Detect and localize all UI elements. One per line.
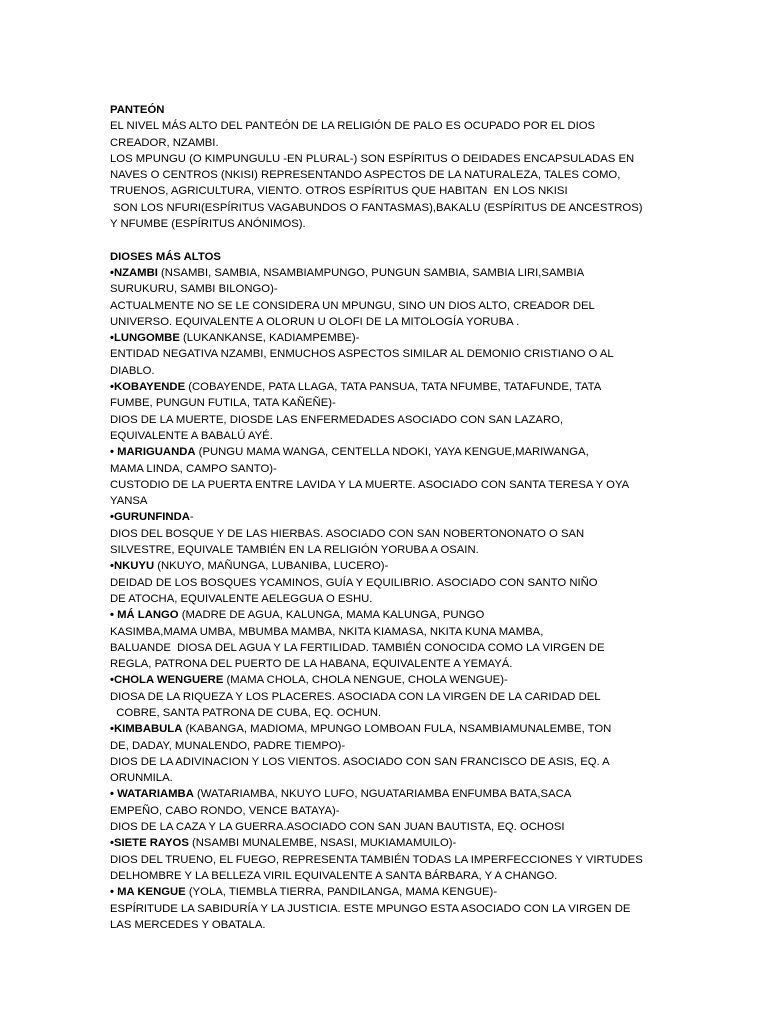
intro-line: Y NFUMBE (ESPÍRITUS ANÓNIMOS).: [110, 218, 306, 231]
entry-line: SILVESTRE, EQUIVALE TAMBIÉN EN LA RELIGIÓN YORUBA A OSAIN.: [110, 544, 479, 557]
entry-line: UNIVERSO. EQUIVALENTE A OLORUN U OLOFI DE LA MITOLOGÍA YORUBA .: [110, 315, 520, 328]
deity-aliases: (COBAYENDE, PATA LLAGA, TATA PANSUA, TATA NFUMBE, TATAFUNDE, TATA: [185, 381, 602, 394]
deity-name: • WATARIAMBA: [110, 788, 194, 801]
entry-heading-line: [110, 509, 666, 525]
entry-line: REGLA, PATRONA DEL PUERTO DE LA HABANA, EQUIVALENTE A YEMAYÁ.: [110, 658, 513, 671]
entry-line: COBRE, SANTA PATRONA DE CUBA, EQ. OCHUN.: [110, 706, 382, 719]
entry-line: DIOS DE LA CAZA Y LA GUERRA.ASOCIADO CON SAN JUAN BAUTISTA, EQ. OCHOSI: [110, 821, 565, 834]
entry-line: DIOS DE LA MUERTE, DIOSDE LAS ENFERMEDADES ASOCIADO CON SAN LAZARO,: [110, 413, 564, 426]
deity-name: •LUNGOMBE: [110, 332, 180, 345]
entry-heading-line: [110, 558, 666, 574]
deity-name: • MA KENGUE: [110, 886, 186, 899]
intro-line: NAVES O CENTROS (NKISI) REPRESENTANDO ASPECTOS DE LA NATURALEZA, TALES COMO,: [110, 169, 621, 182]
intro-line: SON LOS NFURI(ESPÍRITUS VAGABUNDOS O FANTASMAS),BAKALU (ESPÍRITUS DE ANCESTROS): [110, 201, 643, 214]
entry-line: DIOS DE LA ADIVINACION Y LOS VIENTOS. ASOCIADO CON SAN FRANCISCO DE ASIS, EQ. A: [110, 755, 610, 768]
deity-aliases: (MAMA CHOLA, CHOLA NENGUE, CHOLA WENGUE)-: [223, 674, 508, 687]
entry-heading-line: [110, 721, 666, 737]
deity-aliases: -: [189, 511, 194, 524]
deity-name: •SIETE RAYOS: [110, 837, 189, 850]
entry-line: ESPÍRITUDE LA SABIDURÍA Y LA JUSTICIA. ESTE MPUNGO ESTA ASOCIADO CON LA VIRGEN DE: [110, 902, 631, 915]
entry-heading-line: [110, 379, 666, 395]
entry-line: EQUIVALENTE A BABALÚ AYÉ.: [110, 429, 273, 442]
deity-name: • MARIGUANDA: [110, 446, 196, 459]
entry-line: DEIDAD DE LOS BOSQUES YCAMINOS, GUÍA Y EQUILIBRIO. ASOCIADO CON SANTO NIÑO: [110, 576, 598, 589]
entry-heading-line: [110, 330, 666, 346]
entry-line: CUSTODIO DE LA PUERTA ENTRE LAVIDA Y LA MUERTE. ASOCIADO CON SANTA TERESA Y OYA: [110, 478, 630, 491]
entry-heading-line: [110, 884, 666, 900]
deity-name: •NZAMBI: [110, 266, 158, 279]
intro-line: EL NIVEL MÁS ALTO DEL PANTEÓN DE LA RELIGIÓN DE PALO ES OCUPADO POR EL DIOS: [110, 120, 596, 133]
entry-heading-line: [110, 835, 666, 851]
deity-name: •NKUYU: [110, 560, 155, 573]
deity-name: • MÁ LANGO: [110, 609, 179, 622]
deity-aliases: (PUNGU MAMA WANGA, CENTELLA NDOKI, YAYA KENGUE,MARIWANGA,: [195, 446, 589, 459]
entry-heading-line: [110, 607, 666, 623]
entry-line: ENTIDAD NEGATIVA NZAMBI, ENMUCHOS ASPECTOS SIMILAR AL DEMONIO CRISTIANO O AL: [110, 348, 614, 361]
entry-heading-line: [110, 786, 666, 802]
entry-line: MAMA LINDA, CAMPO SANTO)-: [110, 462, 277, 475]
entry-line: DIABLO.: [110, 364, 155, 377]
deity-aliases: (KABANGA, MADIOMA, MPUNGO LOMBOAN FULA, NSAMBIAMUNALEMBE, TON: [182, 723, 612, 736]
page-title: PANTEÓN: [110, 104, 165, 116]
entry-line: YANSA: [110, 495, 148, 508]
intro-line: TRUENOS, AGRICULTURA, VIENTO. OTROS ESPÍRITUS QUE HABITAN EN LOS NKISI: [110, 185, 568, 198]
intro-line: LOS MPUNGU (O KIMPUNGULU -EN PLURAL-) SON ESPÍRITUS O DEIDADES ENCAPSULADAS EN: [110, 152, 635, 165]
entry-line: SURUKURU, SAMBI BILONGO)-: [110, 283, 278, 296]
paragraph-gap: [110, 232, 666, 248]
entry-line: KASIMBA,MAMA UMBA, MBUMBA MAMBA, NKITA KIAMASA, NKITA KUNA MAMBA,: [110, 625, 544, 638]
deity-aliases: (MADRE DE AGUA, KALUNGA, MAMA KALUNGA, PUNGO: [178, 609, 485, 622]
entry-line: ORUNMILA.: [110, 772, 173, 785]
deity-name: •CHOLA WENGUERE: [110, 674, 224, 687]
entry-line: DE, DADAY, MUNALENDO, PADRE TIEMPO)-: [110, 739, 346, 752]
deity-name: •KIMBABULA: [110, 723, 183, 736]
document-page: [110, 102, 666, 933]
entry-line: DELHOMBRE Y LA BELLEZA VIRIL EQUIVALENTE A SANTA BÁRBARA, Y A CHANGO.: [110, 869, 558, 882]
entry-line: BALUANDE DIOSA DEL AGUA Y LA FERTILIDAD. TAMBIÉN CONOCIDA COMO LA VIRGEN DE: [110, 641, 605, 654]
deity-aliases: (NSAMBI MUNALEMBE, NSASI, MUKIAMAMUILO)-: [188, 837, 457, 850]
entry-line: LAS MERCEDES Y OBATALA.: [110, 918, 266, 931]
entry-heading-line: [110, 672, 666, 688]
deity-name: •GURUNFINDA: [110, 511, 190, 524]
intro-line: CREADOR, NZAMBI.: [110, 136, 219, 149]
entry-line: EMPEÑO, CABO RONDO, VENCE BATAYA)-: [110, 804, 340, 817]
deity-aliases: (NKUYO, MAÑUNGA, LUBANIBA, LUCERO)-: [154, 560, 389, 573]
entry-line: ACTUALMENTE NO SE LE CONSIDERA UN MPUNGU, SINO UN DIOS ALTO, CREADOR DEL: [110, 299, 595, 312]
entry-line: FUMBE, PUNGUN FUTILA, TATA KAÑEÑE)-: [110, 397, 336, 410]
entry-heading-line: [110, 265, 666, 281]
entry-line: DIOS DEL BOSQUE Y DE LAS HIERBAS. ASOCIADO CON SAN NOBERTONONATO O SAN: [110, 527, 585, 540]
entry-line: DE ATOCHA, EQUIVALENTE AELEGGUA O ESHU.: [110, 592, 373, 605]
deity-aliases: (YOLA, TIEMBLA TIERRA, PANDILANGA, MAMA KENGUE)-: [185, 886, 498, 899]
deity-aliases: (NSAMBI, SAMBIA, NSAMBIAMPUNGO, PUNGUN SAMBIA, SAMBIA LIRI,SAMBIA: [157, 266, 585, 279]
section-title: DIOSES MÁS ALTOS: [110, 250, 221, 263]
entry-line: DIOSA DE LA RIQUEZA Y LOS PLACERES. ASOCIADA CON LA VIRGEN DE LA CARIDAD DEL: [110, 690, 601, 703]
deity-aliases: (LUKANKANSE, KADIAMPEMBE)-: [179, 332, 360, 345]
entry-line: DIOS DEL TRUENO, EL FUEGO, REPRESENTA TAMBIÉN TODAS LA IMPERFECCIONES Y VIRTUDES: [110, 853, 643, 866]
deity-name: •KOBAYENDE: [110, 381, 186, 394]
entry-heading-line: [110, 444, 666, 460]
deity-aliases: (WATARIAMBA, NKUYO LUFO, NGUATARIAMBA ENFUMBA BATA,SACA: [193, 788, 572, 801]
